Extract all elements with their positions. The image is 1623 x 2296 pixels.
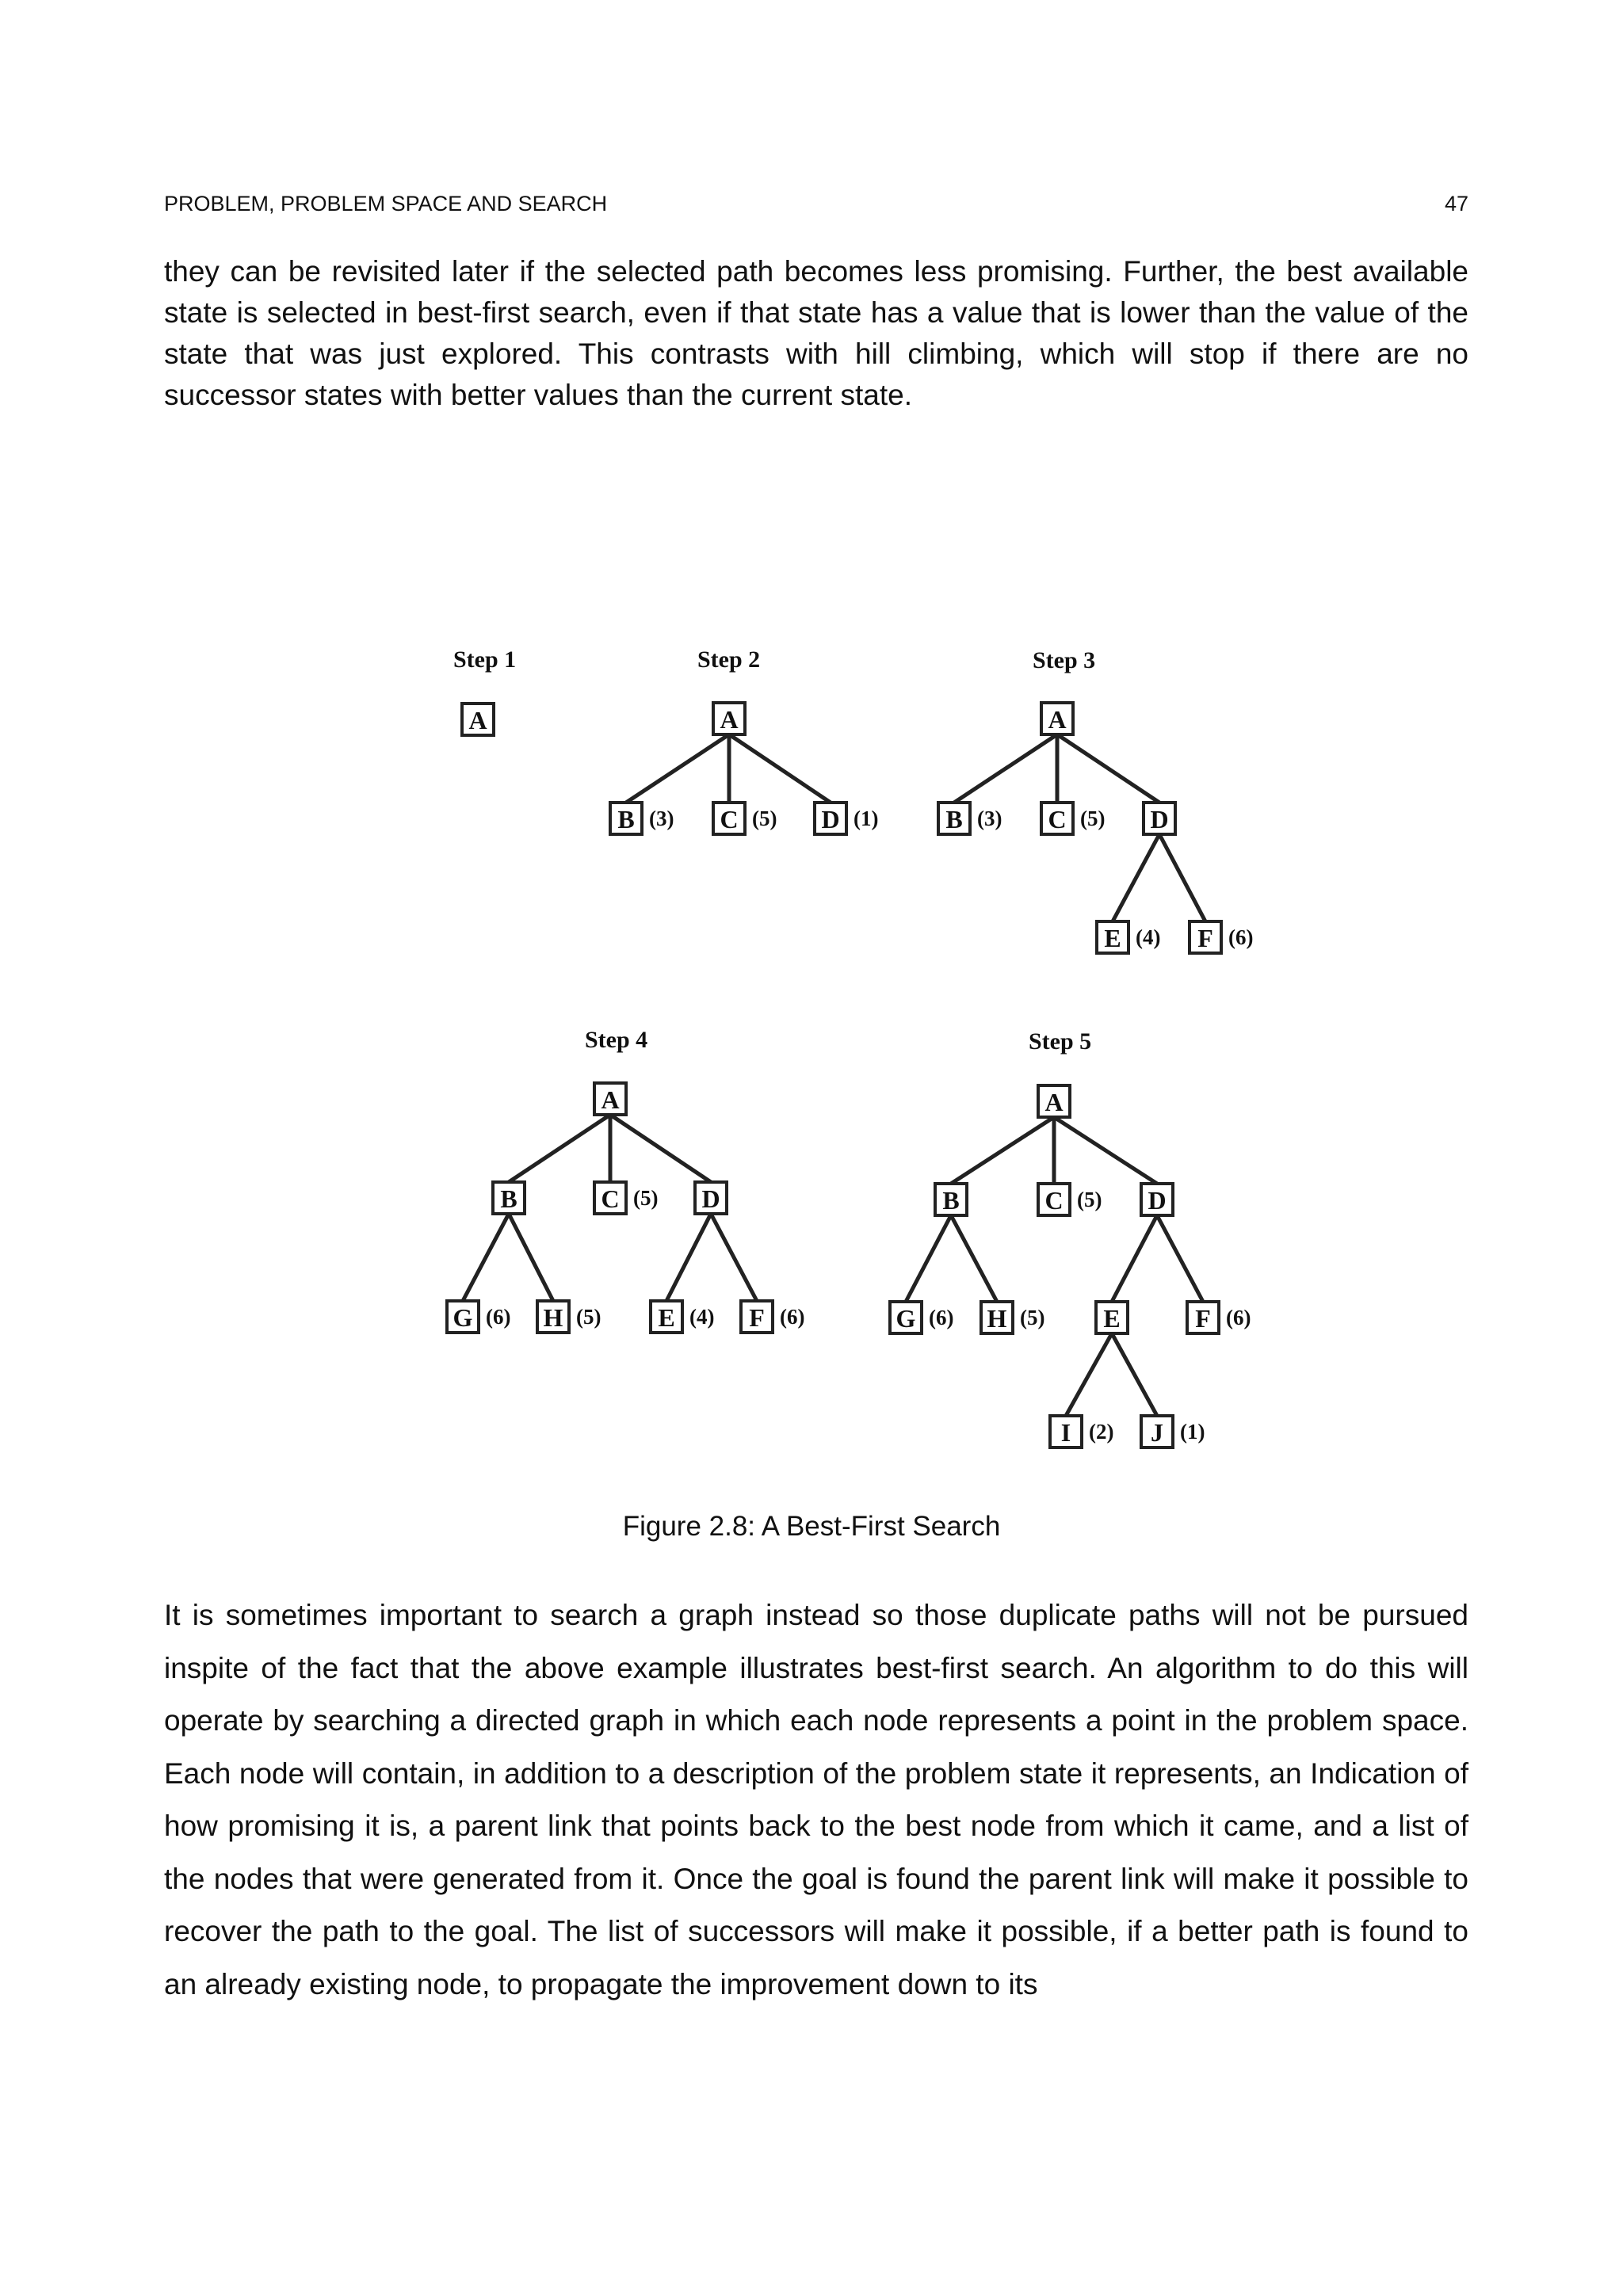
node-value: (6) [780, 1305, 805, 1329]
node-label: B [617, 805, 635, 833]
node-B [493, 1182, 525, 1214]
node-label: A [1044, 1088, 1064, 1116]
node-value: (5) [576, 1305, 601, 1329]
node-label: C [1048, 805, 1067, 833]
node-value: (3) [977, 807, 1002, 830]
tree-step-3 [938, 647, 1253, 953]
node-E [1096, 1302, 1128, 1333]
tree-step-4 [447, 1027, 804, 1333]
edge-A-D [610, 1115, 711, 1182]
node-value: (5) [1077, 1188, 1102, 1211]
edge-D-F [1157, 1215, 1203, 1302]
node-label: F [1195, 1304, 1211, 1333]
node-label: F [749, 1303, 765, 1332]
best-first-search-figure [380, 626, 1331, 1482]
node-F [741, 1301, 804, 1333]
paragraph-graph-search: It is sometimes important to search a graph instead so those duplicate paths will not be pursued inspite of the fact that the above example illustrates best-first search. An algorithm to do this will operate by searching a directed graph in which each node represents a point in the problem space. Each node will contain, in addition to a description of the problem state it represents, an Indication of how promising it is, a parent link that points back to the best node from which it came, and a list of the nodes that were generated from it. Once the goal is found the parent link will make it possible to recover the path to the goal. The list of successors will make it possible, if a better path is found to an already existing node, to propagate the improvement down to its [164, 1599, 1468, 2000]
node-label: B [945, 805, 963, 833]
edge-E-J [1112, 1333, 1157, 1416]
running-header [164, 188, 1468, 219]
node-A [462, 704, 494, 735]
edge-A-B [626, 734, 729, 803]
step-title: Step 4 [585, 1027, 648, 1053]
step-title: Step 5 [1029, 1028, 1092, 1055]
node-label: E [1104, 924, 1121, 952]
node-A [1038, 1085, 1070, 1117]
node-label: B [500, 1184, 517, 1213]
edge-D-F [1159, 834, 1205, 921]
node-D [695, 1182, 727, 1214]
edge-A-D [1057, 734, 1159, 803]
node-label: H [987, 1304, 1007, 1333]
node-value: (2) [1089, 1420, 1114, 1444]
node-value: (6) [929, 1306, 954, 1329]
edge-B-H [509, 1214, 553, 1301]
node-value: (3) [649, 807, 674, 830]
edge-A-B [509, 1115, 610, 1182]
tree-step-1 [453, 646, 516, 735]
node-A [713, 703, 745, 734]
node-C [1038, 1184, 1102, 1215]
node-F [1187, 1302, 1251, 1333]
node-label: G [896, 1304, 916, 1333]
node-D [815, 803, 878, 834]
edge-A-B [954, 734, 1057, 803]
node-B [610, 803, 674, 834]
node-label: C [601, 1184, 620, 1213]
node-D [1141, 1184, 1173, 1215]
node-H [981, 1302, 1044, 1333]
node-label: A [1048, 705, 1067, 734]
node-C [594, 1182, 658, 1214]
node-D [1144, 803, 1175, 834]
node-value: (1) [854, 807, 879, 830]
node-label: A [720, 705, 739, 734]
tree-step-2 [610, 646, 878, 834]
node-label: J [1151, 1418, 1163, 1447]
node-F [1190, 921, 1253, 953]
node-B [935, 1184, 967, 1215]
node-value: (5) [1080, 807, 1106, 830]
node-label: D [821, 805, 840, 833]
node-label: E [658, 1303, 675, 1332]
step-title: Step 3 [1033, 647, 1096, 673]
node-label: C [720, 805, 739, 833]
node-C [713, 803, 777, 834]
node-value: (6) [1226, 1306, 1251, 1329]
node-label: F [1197, 924, 1213, 952]
node-H [537, 1301, 601, 1333]
tree-step-5 [890, 1028, 1251, 1447]
node-G [447, 1301, 510, 1333]
node-E [1097, 921, 1160, 953]
node-value: (6) [1228, 925, 1254, 949]
edge-D-E [1113, 834, 1159, 921]
step-title: Step 2 [697, 646, 761, 673]
edge-D-F [711, 1214, 757, 1301]
node-label: G [453, 1303, 473, 1332]
node-B [938, 803, 1002, 834]
step-title: Step 1 [453, 646, 517, 673]
edge-E-I [1066, 1333, 1112, 1416]
node-value: (1) [1180, 1420, 1205, 1444]
node-label: B [942, 1186, 960, 1215]
node-G [890, 1302, 953, 1333]
edge-A-D [1054, 1117, 1157, 1184]
node-value: (5) [752, 807, 777, 830]
figure-caption: Figure 2.8: A Best-First Search [622, 1511, 1001, 1542]
edge-B-G [463, 1214, 509, 1301]
node-label: H [543, 1303, 563, 1332]
node-A [594, 1083, 626, 1115]
node-C [1041, 803, 1105, 834]
node-label: E [1103, 1304, 1121, 1333]
page-number: 47 [1444, 191, 1468, 215]
node-J [1141, 1416, 1205, 1447]
node-value: (4) [689, 1305, 715, 1329]
node-value: (5) [1020, 1306, 1045, 1329]
edge-B-G [906, 1215, 951, 1302]
chapter-title: PROBLEM, PROBLEM SPACE AND SEARCH [164, 191, 608, 215]
edge-B-H [951, 1215, 997, 1302]
node-label: I [1060, 1418, 1071, 1447]
node-I [1050, 1416, 1113, 1447]
paragraph-intro: they can be revisited later if the selected path becomes less promising. Further, the best available state is selected in best-first search, even if that state has a value that is lower than the value of the state that was just explored. This contrasts with hill climbing, which will stop if there are no successor states with better values than the current state. [164, 255, 1468, 411]
node-value: (4) [1136, 925, 1161, 949]
node-label: D [1150, 805, 1169, 833]
edge-A-D [729, 734, 831, 803]
node-value: (5) [633, 1186, 659, 1210]
node-A [1041, 703, 1073, 734]
node-label: D [1148, 1186, 1167, 1215]
node-label: A [601, 1085, 620, 1114]
node-value: (6) [486, 1305, 511, 1329]
node-label: D [701, 1184, 720, 1213]
edge-D-E [666, 1214, 711, 1301]
edge-A-B [951, 1117, 1054, 1184]
node-label: C [1044, 1186, 1064, 1215]
tree-diagram [380, 626, 1331, 1482]
edge-D-E [1112, 1215, 1157, 1302]
node-label: A [468, 706, 487, 734]
node-E [651, 1301, 714, 1333]
